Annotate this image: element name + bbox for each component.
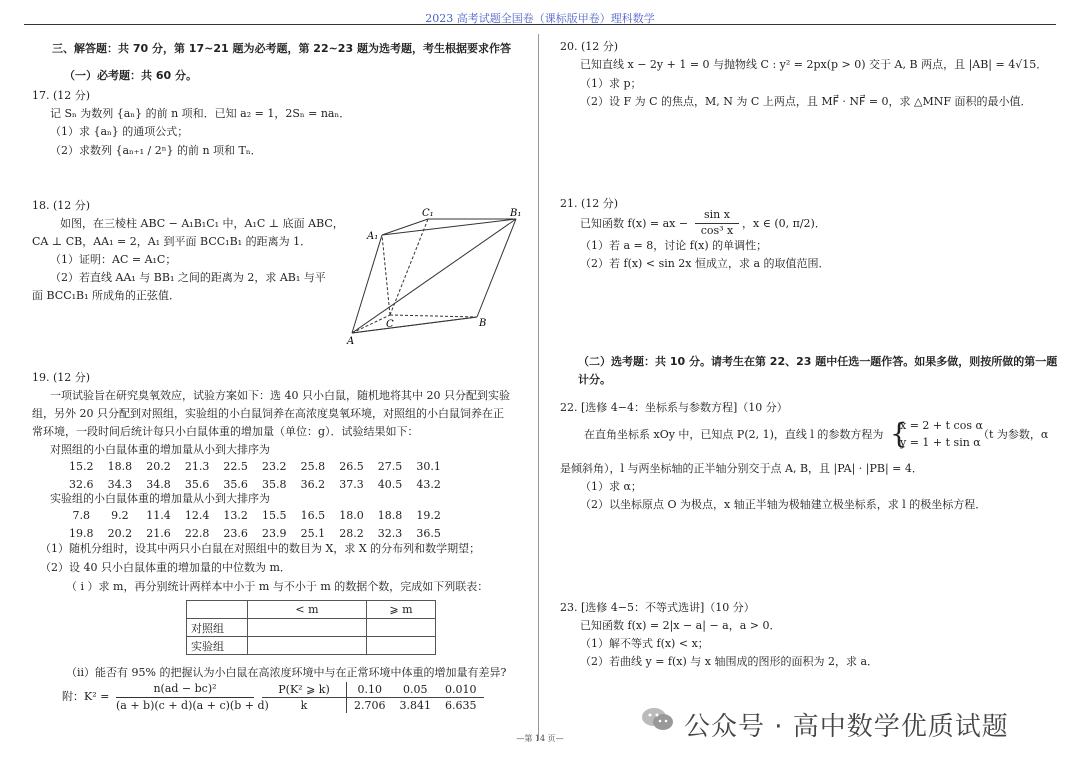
- q20-line1: 已知直线 x − 2y + 1 = 0 与抛物线 C : y² = 2px(p > 0) 交于 A, B 两点，且 |AB| = 4√15．: [580, 58, 1048, 71]
- q22-system-1: x = 2 + t cos α: [900, 419, 983, 432]
- exp-row-1: 7.8 9.2 11.4 12.4 13.2 15.5 16.5 18.0 18.8 19.2: [72, 509, 441, 522]
- fig-label-B: B: [479, 318, 487, 329]
- q21-line3: （2）若 f(x) < sin 2x 恒成立，求 a 的取值范围．: [580, 257, 830, 270]
- q19-part2: （2）设 40 只小白鼠体重的增加量的中位数为 m．: [40, 561, 291, 574]
- q22-brace: {: [890, 417, 908, 450]
- q22-system-2: y = 1 + t sin α: [900, 436, 981, 449]
- q23-line1: 已知函数 f(x) = 2|x − a| − a，a > 0．: [580, 619, 781, 632]
- sub2-title-line2: 计分。: [578, 373, 611, 386]
- q19-line2: 组，另外 20 只分配到对照组，实验组的小白鼠饲养在高浓度臭氧环境，对照组的小白鼠饲养在正: [32, 407, 504, 420]
- prism-figure: [342, 205, 532, 345]
- q19-control-label: 对照组的小白鼠体重的增加量从小到大排序为: [50, 443, 270, 456]
- q22-line3: （1）求 α；: [580, 480, 642, 493]
- formula-prefix: 附：K² =: [62, 690, 110, 703]
- q21-frac-num: sin x: [704, 208, 730, 221]
- q19-part2ii: （ii）能否有 95% 的把握认为小白鼠在高浓度环境中与在正常环境中体重的增加量有差异?: [66, 666, 507, 679]
- q17-line3: （2）求数列 {aₙ₊₁ / 2ⁿ} 的前 n 项和 Tₙ．: [50, 144, 262, 157]
- q22-line1a: 在直角坐标系 xOy 中，已知点 P(2, 1)，直线 l 的参数方程为: [584, 428, 884, 441]
- q18-line3: （1）证明：AC = A₁C；: [50, 253, 177, 266]
- control-row-1: 15.2 18.8 20.2 21.3 22.5 23.2 25.8 26.5 27.5 30.1: [69, 460, 441, 473]
- fig-label-B1: B₁: [510, 208, 522, 219]
- critical-value-table: P(K² ⩾ k) 0.10 0.05 0.010 k 2.706 3.841 6.635: [262, 682, 484, 713]
- fig-label-A1: A₁: [367, 231, 379, 242]
- control-row-2: 32.6 34.3 34.8 35.6 35.6 35.8 36.2 37.3 40.5 43.2: [69, 478, 441, 491]
- q21-line1b: ，x ∈ (0, π/2)．: [742, 217, 826, 230]
- q18-line5: 面 BCC₁B₁ 所成角的正弦值．: [32, 289, 181, 302]
- q19-line1: 一项试验旨在研究臭氧效应，试验方案如下：选 40 只小白鼠，随机地将其中 20 只分配到实验: [50, 389, 510, 402]
- q18-head: 18. (12 分): [32, 199, 91, 212]
- fig-label-A: A: [347, 336, 355, 345]
- q19-part2i: （ i ）求 m，再分别统计两样本中小于 m 与不小于 m 的数据个数，完成如下列联表：: [66, 580, 489, 593]
- page-header: 2023 高考试题全国卷（课标版甲卷）理科数学: [24, 10, 1056, 25]
- q17-head: 17. (12 分): [32, 89, 91, 102]
- q18-line1: 如图，在三棱柱 ABC − A₁B₁C₁ 中，A₁C ⊥ 底面 ABC，: [60, 217, 344, 230]
- q19-line3: 常环境，一段时间后统计每只小白鼠体重的增加量（单位：g）．试验结果如下：: [32, 425, 419, 438]
- q22-line1b: （t 为参数，α: [978, 428, 1049, 441]
- sub1-title: （一）必考题：共 60 分。: [64, 69, 197, 82]
- q22-line2: 是倾斜角），l 与两坐标轴的正半轴分别交于点 A, B，且 |PA| · |PB| = 4．: [560, 462, 923, 475]
- exp-row-2: 19.8 20.2 21.6 22.8 23.6 23.9 25.1 28.2 32.3 36.5: [69, 527, 441, 540]
- q19-head: 19. (12 分): [32, 371, 91, 384]
- q18-line4: （2）若直线 AA₁ 与 BB₁ 之间的距离为 2，求 AB₁ 与平: [50, 271, 326, 284]
- q17-line1: 记 Sₙ 为数列 {aₙ} 的前 n 项和．已知 a₂ = 1，2Sₙ = naₙ．: [50, 107, 351, 120]
- q21-frac-den: cos³ x: [700, 224, 734, 237]
- q20-head: 20. (12 分): [560, 40, 619, 53]
- fig-label-C: C: [386, 319, 394, 330]
- q20-line3: （2）设 F 为 C 的焦点，M, N 为 C 上两点，且 MF⃗ · NF⃗ = 0，求 △MNF 面积的最小值．: [580, 95, 1032, 108]
- column-divider: [538, 34, 539, 740]
- formula-numerator: n(ad − bc)²: [153, 682, 217, 695]
- q22-head: 22. [选修 4−4：坐标系与参数方程]（10 分）: [560, 401, 788, 414]
- formula-denominator: (a + b)(c + d)(a + c)(b + d): [116, 699, 269, 712]
- q23-head: 23. [选修 4−5：不等式选讲]（10 分）: [560, 601, 755, 614]
- q21-line1a: 已知函数 f(x) = ax −: [580, 217, 689, 230]
- contingency-table: < m ⩾ m 对照组 实验组: [186, 600, 436, 655]
- q17-line2: （1）求 {aₙ} 的通项公式；: [50, 125, 189, 138]
- q21-line2: （1）若 a = 8，讨论 f(x) 的单调性；: [580, 239, 768, 252]
- fig-label-C1: C₁: [422, 208, 434, 219]
- wechat-icon: [640, 704, 676, 734]
- watermark-text: 公众号 · 高中数学优质试题: [684, 712, 1009, 742]
- q23-line3: （2）若曲线 y = f(x) 与 x 轴围成的图形的面积为 2，求 a．: [580, 655, 879, 668]
- q18-line2: CA ⊥ CB，AA₁ = 2，A₁ 到平面 BCC₁B₁ 的距离为 1．: [32, 235, 312, 248]
- sub2-title-line1: （二）选考题：共 10 分。请考生在第 22、23 题中任选一题作答。如果多做，则按所做的第一题: [578, 355, 1058, 368]
- q23-line2: （1）解不等式 f(x) < x；: [580, 637, 709, 650]
- q19-exp-label: 实验组的小白鼠体重的增加量从小到大排序为: [50, 492, 270, 505]
- page-footer: —第 14 页—: [516, 734, 564, 743]
- q20-line2: （1）求 p；: [580, 77, 642, 90]
- section3-title: 三、解答题：共 70 分，第 17~21 题为必考题，第 22~23 题为选考题，考生根据要求作答: [52, 42, 511, 55]
- q22-line4: （2）以坐标原点 O 为极点，x 轴正半轴为极轴建立极坐标系，求 l 的极坐标方程．: [580, 498, 987, 511]
- q19-part1: （1）随机分组时，设其中两只小白鼠在对照组中的数目为 X，求 X 的分布列和数学期望；: [40, 542, 481, 555]
- formula-bar: [116, 697, 254, 698]
- q21-head: 21. (12 分): [560, 197, 619, 210]
